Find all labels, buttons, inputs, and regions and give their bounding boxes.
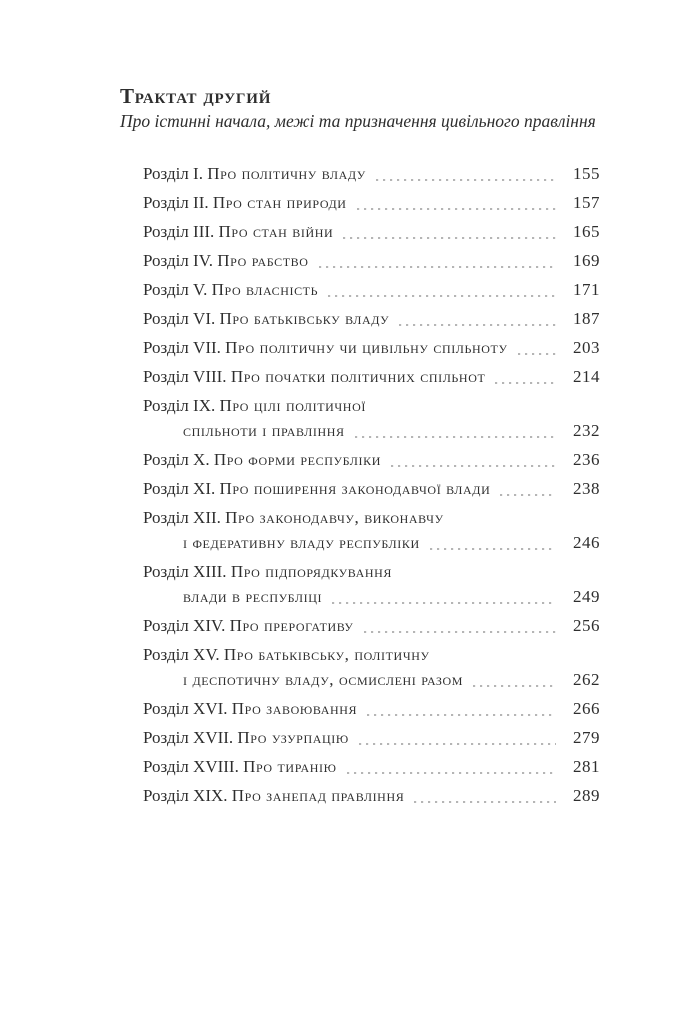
page-number: 214 bbox=[573, 367, 600, 386]
toc-entry bbox=[143, 725, 600, 750]
dotted-leader bbox=[355, 436, 556, 438]
dotted-leader bbox=[328, 295, 556, 297]
toc-entry bbox=[143, 613, 600, 638]
toc-entry-line bbox=[143, 613, 600, 638]
chapter-label: Розділ VI. bbox=[143, 309, 220, 328]
toc-entry bbox=[143, 335, 600, 360]
page-number: 157 bbox=[573, 193, 600, 212]
chapter-title: Про батьківську владу bbox=[219, 309, 390, 328]
chapter-title: Про рабство bbox=[217, 251, 309, 270]
dotted-leader bbox=[343, 237, 556, 239]
dotted-leader bbox=[391, 465, 556, 467]
dotted-leader bbox=[414, 801, 556, 803]
dotted-leader bbox=[367, 714, 556, 716]
dotted-leader bbox=[359, 743, 556, 745]
page-number: 262 bbox=[573, 670, 600, 689]
dotted-leader bbox=[399, 324, 556, 326]
chapter-label: Розділ XVI. bbox=[143, 699, 232, 718]
dotted-leader bbox=[364, 631, 556, 633]
chapter-title: Про занепад правління bbox=[231, 786, 405, 805]
chapter-label: Розділ II. bbox=[143, 193, 213, 212]
dotted-leader bbox=[376, 179, 556, 181]
page-number: 266 bbox=[573, 699, 600, 718]
toc-header bbox=[120, 84, 600, 132]
toc-entry-line bbox=[143, 476, 600, 501]
toc-entry-line-continuation bbox=[143, 584, 600, 609]
toc-entry-line bbox=[143, 393, 600, 418]
toc-entry bbox=[143, 219, 600, 244]
page-number: 165 bbox=[573, 222, 600, 241]
chapter-label: Розділ XII. bbox=[143, 508, 226, 527]
dotted-leader bbox=[500, 494, 556, 496]
dotted-leader bbox=[495, 382, 556, 384]
toc-entry-line bbox=[143, 306, 600, 331]
chapter-label: Розділ XI. bbox=[143, 479, 220, 498]
chapter-title: Про початки політичних спільнот bbox=[230, 367, 486, 386]
chapter-label: Розділ X. bbox=[143, 450, 214, 469]
toc-entry-line bbox=[143, 335, 600, 360]
chapter-title: Про завоювання bbox=[231, 699, 358, 718]
chapter-label: Розділ IX. bbox=[143, 396, 220, 415]
page-number: 289 bbox=[573, 786, 600, 805]
page-number: 187 bbox=[573, 309, 600, 328]
chapter-label: Розділ VII. bbox=[143, 338, 226, 357]
toc-entry bbox=[143, 505, 600, 555]
toc-entry bbox=[143, 161, 600, 186]
page-number: 169 bbox=[573, 251, 600, 270]
page-number: 238 bbox=[573, 479, 600, 498]
page-number: 281 bbox=[573, 757, 600, 776]
dotted-leader bbox=[332, 602, 556, 604]
chapter-title-continuation: спільноти і правління bbox=[183, 421, 345, 440]
dotted-leader bbox=[319, 266, 556, 268]
chapter-title: Про узурпацію bbox=[237, 728, 349, 747]
toc-entry bbox=[143, 559, 600, 609]
chapter-title: Про стан природи bbox=[212, 193, 347, 212]
chapter-title: Про законодавчу, виконавчу bbox=[225, 508, 444, 527]
toc-entry-line-continuation bbox=[143, 530, 600, 555]
chapter-label: Розділ III. bbox=[143, 222, 219, 241]
toc-entry-line bbox=[143, 277, 600, 302]
toc-entry-line bbox=[143, 248, 600, 273]
chapter-title: Про політичну владу bbox=[207, 164, 366, 183]
page-number: 232 bbox=[573, 421, 600, 440]
toc-entry-line bbox=[143, 219, 600, 244]
toc-entry-line bbox=[143, 783, 600, 808]
toc-entry bbox=[143, 447, 600, 472]
toc-entry bbox=[143, 393, 600, 443]
chapter-label: Розділ VIII. bbox=[143, 367, 231, 386]
toc-entry bbox=[143, 476, 600, 501]
dotted-leader bbox=[518, 353, 556, 355]
page-number: 236 bbox=[573, 450, 600, 469]
toc-entry-line bbox=[143, 642, 600, 667]
chapter-label: Розділ V. bbox=[143, 280, 212, 299]
chapter-label: Розділ XIX. bbox=[143, 786, 232, 805]
page-number: 279 bbox=[573, 728, 600, 747]
toc-entry bbox=[143, 277, 600, 302]
toc-entry bbox=[143, 642, 600, 692]
dotted-leader bbox=[357, 208, 556, 210]
chapter-label: Розділ I. bbox=[143, 164, 208, 183]
page-number: 256 bbox=[573, 616, 600, 635]
dotted-leader bbox=[347, 772, 556, 774]
chapter-title: Про власність bbox=[211, 280, 319, 299]
chapter-title: Про підпорядкування bbox=[230, 562, 393, 581]
toc-entry bbox=[143, 783, 600, 808]
toc-entry-line bbox=[143, 364, 600, 389]
chapter-title: Про форми республіки bbox=[213, 450, 381, 469]
toc-entry-line bbox=[143, 559, 600, 584]
chapter-label: Розділ XIV. bbox=[143, 616, 230, 635]
dotted-leader bbox=[473, 685, 556, 687]
chapter-label: Розділ XVIII. bbox=[143, 757, 244, 776]
toc-entry-line bbox=[143, 190, 600, 215]
toc-entry-line-continuation bbox=[143, 418, 600, 443]
chapter-title-continuation: і федеративну владу республіки bbox=[183, 533, 420, 552]
dotted-leader bbox=[430, 548, 556, 550]
toc-entry-line bbox=[143, 161, 600, 186]
toc-entry-line bbox=[143, 754, 600, 779]
chapter-title-continuation: і деспотичну владу, осмислені разом bbox=[183, 670, 464, 689]
toc-entry bbox=[143, 364, 600, 389]
page-number: 203 bbox=[573, 338, 600, 357]
chapter-label: Розділ XVII. bbox=[143, 728, 238, 747]
page-number: 171 bbox=[573, 280, 600, 299]
chapter-title: Про батьківську, політичну bbox=[223, 645, 430, 664]
table-of-contents bbox=[120, 161, 600, 808]
chapter-label: Розділ XIII. bbox=[143, 562, 231, 581]
toc-entry-line bbox=[143, 696, 600, 721]
toc-entry bbox=[143, 696, 600, 721]
treatise-subtitle: Про істинні начала, межі та призначення цивільного правління bbox=[120, 111, 596, 131]
toc-entry-line-continuation bbox=[143, 667, 600, 692]
chapter-title: Про цілі політичної bbox=[219, 396, 366, 415]
toc-entry bbox=[143, 248, 600, 273]
chapter-title: Про тиранію bbox=[243, 757, 337, 776]
page-number: 246 bbox=[573, 533, 600, 552]
toc-entry bbox=[143, 754, 600, 779]
toc-entry-line bbox=[143, 725, 600, 750]
page-number: 249 bbox=[573, 587, 600, 606]
page-number: 155 bbox=[573, 164, 600, 183]
chapter-label: Розділ XV. bbox=[143, 645, 224, 664]
chapter-title: Про поширення законодавчої влади bbox=[219, 479, 491, 498]
toc-entry bbox=[143, 306, 600, 331]
chapter-title: Про стан війни bbox=[218, 222, 334, 241]
toc-entry bbox=[143, 190, 600, 215]
treatise-title: Трактат другий bbox=[120, 84, 272, 108]
chapter-title: Про прерогативу bbox=[229, 616, 354, 635]
toc-entry-line bbox=[143, 447, 600, 472]
chapter-label: Розділ IV. bbox=[143, 251, 218, 270]
chapter-title: Про політичну чи цивільну спільноту bbox=[225, 338, 508, 357]
chapter-title-continuation: влади в республіці bbox=[183, 587, 323, 606]
toc-entry-line bbox=[143, 505, 600, 530]
